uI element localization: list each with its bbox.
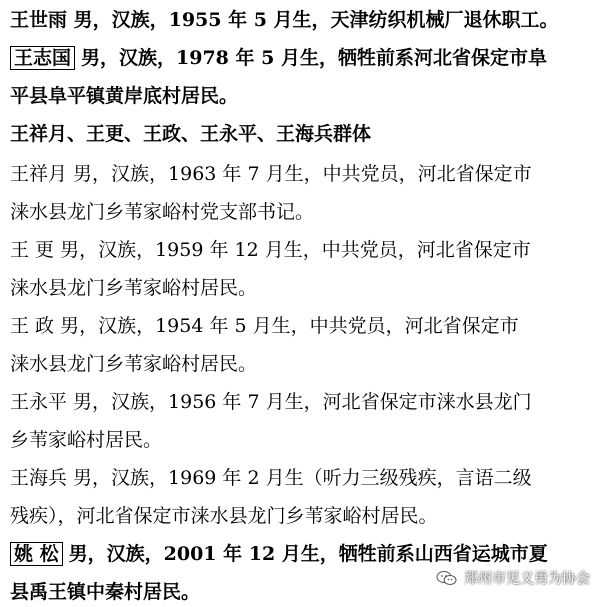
entry-wang-zhiguo-cont bbox=[10, 84, 595, 108]
entry-wang-yongping bbox=[10, 390, 595, 414]
heading-text: 王祥月、王更、王政、王永平、王海兵群体 bbox=[10, 123, 372, 145]
watermark bbox=[436, 568, 590, 588]
entry-wang-shiyu bbox=[10, 8, 595, 32]
entry-wang-geng bbox=[10, 238, 595, 262]
entry-yao-song bbox=[10, 542, 595, 566]
entry-text: 王海兵 男，汉族，1969 年 2 月生（听力三级残疾，言语二级 bbox=[10, 467, 532, 489]
entry-wang-yongping-cont bbox=[10, 428, 595, 452]
entry-text: 男，汉族，1978 年 5 月生，牺牲前系河北省保定市阜 bbox=[81, 47, 547, 69]
entry-text: 王世雨 男，汉族，1955 年 5 月生，天津纺织机械厂退休职工。 bbox=[10, 9, 559, 31]
entry-text: 涞水县龙门乡苇家峪村居民。 bbox=[10, 353, 258, 375]
entry-text: 县禹王镇中秦村居民。 bbox=[10, 581, 201, 603]
entry-wang-zhiguo bbox=[10, 46, 595, 70]
entry-wang-xiangyue-cont bbox=[10, 200, 595, 224]
wechat-icon bbox=[436, 570, 458, 586]
group-heading bbox=[10, 122, 595, 146]
entry-text: 涞水县龙门乡苇家峪村党支部书记。 bbox=[10, 201, 315, 223]
entry-text: 残疾），河北省保定市涞水县龙门乡苇家峪村居民。 bbox=[10, 505, 438, 527]
entry-wang-zheng-cont bbox=[10, 352, 595, 376]
entry-text: 王祥月 男，汉族，1963 年 7 月生，中共党员，河北省保定市 bbox=[10, 163, 532, 185]
entry-wang-haibing-cont bbox=[10, 504, 595, 528]
entry-wang-geng-cont bbox=[10, 276, 595, 300]
entry-text: 乡苇家峪村居民。 bbox=[10, 429, 163, 451]
entry-text: 王 政 男，汉族，1954 年 5 月生，中共党员，河北省保定市 bbox=[10, 315, 519, 337]
entry-text: 涞水县龙门乡苇家峪村居民。 bbox=[10, 277, 258, 299]
watermark-text: 郑州市见义勇为协会 bbox=[464, 571, 590, 587]
boxed-name: 王志国 bbox=[10, 46, 75, 70]
entry-wang-zheng bbox=[10, 314, 595, 338]
entry-text: 男，汉族，2001 年 12 月生，牺牲前系山西省运城市夏 bbox=[68, 543, 548, 565]
entry-wang-haibing bbox=[10, 466, 595, 490]
entry-text: 平县阜平镇黄岸底村居民。 bbox=[10, 85, 239, 107]
entry-text: 王 更 男，汉族，1959 年 12 月生，中共党员，河北省保定市 bbox=[10, 239, 531, 261]
entry-text: 王永平 男，汉族，1956 年 7 月生，河北省保定市涞水县龙门 bbox=[10, 391, 532, 413]
entry-wang-xiangyue bbox=[10, 162, 595, 186]
boxed-name: 姚 松 bbox=[10, 542, 63, 566]
